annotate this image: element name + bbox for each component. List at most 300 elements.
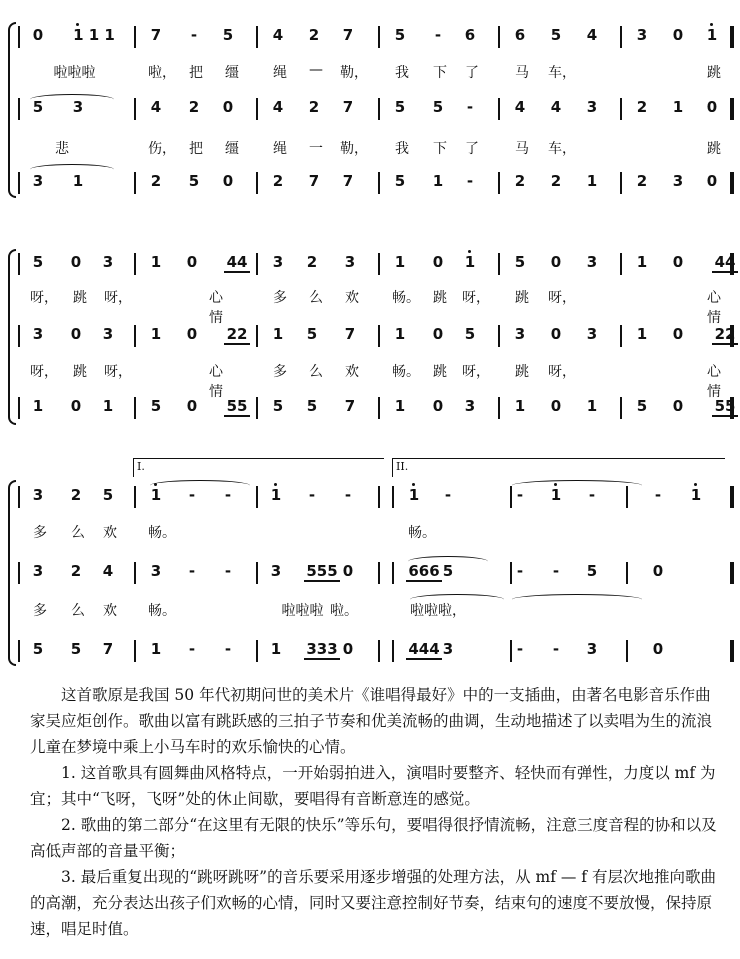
bar-line [18,253,20,275]
bar-line [730,26,734,48]
slur-arc [30,94,114,105]
bar-line [730,172,734,194]
lyric-syllable: 跳 [707,141,721,157]
lyric-syllable: 马 [515,141,529,157]
lyric-row [0,520,740,550]
note-3: 3 [72,98,84,116]
lyric-syllable: 车， [548,65,576,81]
lyric-syllable: 缰 [225,65,239,81]
note-5: 5 [550,26,562,44]
note-7: 7 [342,172,354,190]
note-4: 4 [272,26,284,44]
lyric-row [0,359,740,400]
bar-line [18,26,20,48]
note-: - [188,562,196,580]
note-3: 3 [586,98,598,116]
note-1: 1 [272,325,284,343]
note-5: 5 [394,172,406,190]
note-0: 0 [672,397,684,415]
note-5: 5 [188,172,200,190]
bar-line [134,640,136,662]
note-0: 0 [32,26,44,44]
note-44: 44 [224,253,250,273]
note-0: 0 [672,26,684,44]
lyric-syllable: 勒， [340,65,368,81]
note-5: 5 [32,253,44,271]
note-2: 2 [636,98,648,116]
bar-line [620,397,622,419]
note-7: 7 [344,325,356,343]
note-0: 0 [432,397,444,415]
note-i: 1 [688,486,704,504]
note-1: 1 [394,325,406,343]
paragraph-point-3: 3. 最后重复出现的“跳呀跳呀”的音乐要采用逐步增强的处理方法，从 mf — f 有层次地推向歌曲的高潮，充分表达出孩子们欢畅的心情，同时又要注意控制好节奏，结束句的速度不要放慢，保持原速，唱足时值。 [30,868,716,938]
bar-line [134,98,136,120]
lyric-syllable: 多 [33,525,47,541]
note-3: 3 [442,640,454,658]
lyric-syllable: 呀， [462,290,490,306]
note-i: 1 [268,486,284,504]
lyric-syllable: 么 [309,364,323,380]
lyric-syllable: 缰 [225,141,239,157]
lyric-row [0,60,740,90]
note-: - [434,26,442,44]
lyric-syllable: 么 [71,525,85,541]
note-3: 3 [102,253,114,271]
note-1: 1 [150,640,162,658]
note-5: 5 [442,562,454,580]
note-2: 2 [636,172,648,190]
note-: - [516,562,524,580]
slur-arc [150,480,250,491]
bar-line [256,98,258,120]
lyric-syllable: 把 [189,141,203,157]
note-2: 2 [308,26,320,44]
bar-line [378,172,380,194]
lyric-syllable: 呀， [462,364,490,380]
note-: - [190,26,198,44]
lyric-syllable: 啦啦啦 [53,65,96,81]
bar-line [134,172,136,194]
lyric-syllable: 我 [395,65,409,81]
note-2: 2 [70,562,82,580]
note-0: 0 [222,172,234,190]
note-: - [224,640,232,658]
score-system-1 [0,18,740,203]
lyric-syllable: 畅。 [408,525,436,541]
note-7: 7 [344,397,356,415]
note-55: 55 [224,397,250,417]
lyric-syllable: 伤， [148,141,176,157]
lyric-syllable: 勒， [340,141,368,157]
lyric-syllable: 畅。 [148,603,176,619]
bar-line [620,98,622,120]
notation-row [0,321,740,351]
bar-line [18,98,20,120]
note-5: 5 [32,640,44,658]
lyric-syllable: 了 [465,65,479,81]
lyric-syllable: 悲 [55,141,69,157]
bar-line [730,486,734,508]
note-0: 0 [186,325,198,343]
note-1: 1 [72,172,84,190]
lyric-syllable: 跳 [707,65,721,81]
bar-line [134,26,136,48]
notation-row [0,22,740,52]
volta-2-label: II. [396,460,409,473]
note-5: 5 [70,640,82,658]
lyric-syllable: 啦， [148,65,176,81]
lyric-syllable: 多 [33,603,47,619]
note-1: 1 [150,253,162,271]
lyric-syllable: 跳 [515,290,529,306]
bar-line [378,640,380,662]
bar-line [378,98,380,120]
note-3: 3 [464,397,476,415]
note-0: 0 [550,397,562,415]
bar-line [134,486,136,508]
note-7: 7 [102,640,114,658]
lyric-syllable: 呀， [548,290,576,306]
note-3: 3 [32,562,44,580]
note-5: 5 [514,253,526,271]
bar-line [620,172,622,194]
bar-line [498,397,500,419]
note-1: 1 [150,325,162,343]
note-7: 7 [150,26,162,44]
lyric-syllable: 多 [273,364,287,380]
note-44: 44 [712,253,738,273]
paragraph-point-2: 2. 歌曲的第二部分“在这里有无限的快乐”等乐句，要唱得很抒情流畅，注意三度音程的协和以及高低声部的音量平衡； [30,816,717,860]
note-22: 22 [712,325,738,345]
bar-line [256,253,258,275]
note-2: 2 [306,253,318,271]
note-0: 0 [342,562,354,580]
bar-line [18,562,20,584]
bar-line [18,172,20,194]
note-7: 7 [342,26,354,44]
note-1: 1 [394,397,406,415]
note-0: 0 [432,253,444,271]
volta-first-ending [133,458,384,477]
note-2: 2 [70,486,82,504]
lyric-syllable: 畅。 [392,364,420,380]
bar-line [134,397,136,419]
note-4: 4 [550,98,562,116]
note-i-i-i: 1 1 1 [70,26,118,44]
note-3: 3 [32,486,44,504]
bar-line [256,325,258,347]
bar-line [134,562,136,584]
lyric-syllable: 马 [515,65,529,81]
bar-line [620,325,622,347]
note-: - [588,486,596,504]
note-5: 5 [306,325,318,343]
slur-arc [410,594,504,605]
lyric-syllable: 啦。 [330,603,358,619]
bar-line [620,26,622,48]
note-: - [466,98,474,116]
slur-arc [512,594,642,605]
note-3: 3 [344,253,356,271]
bar-line [134,253,136,275]
note-3: 3 [586,640,598,658]
note-0: 0 [186,397,198,415]
lyric-syllable: 欢 [345,290,359,306]
note-2: 2 [550,172,562,190]
note-: - [188,486,196,504]
lyric-syllable: 呀， [30,364,58,380]
note-6: 6 [514,26,526,44]
lyric-syllable: 车， [548,141,576,157]
note-0: 0 [186,253,198,271]
lyric-syllable: 下 [433,65,447,81]
lyric-syllable: 下 [433,141,447,157]
note-0: 0 [550,325,562,343]
note-: - [516,486,524,504]
note-2: 2 [514,172,526,190]
lyric-syllable: 我 [395,141,409,157]
note-0: 0 [706,98,718,116]
lyric-syllable: 欢 [345,364,359,380]
bar-line [18,397,20,419]
bar-line [730,562,734,584]
note-3: 3 [672,172,684,190]
note-4: 4 [272,98,284,116]
note-3: 3 [32,325,44,343]
bar-line [498,253,500,275]
note-: - [224,486,232,504]
bar-line [18,486,20,508]
bar-line [498,325,500,347]
note-444: 444 [406,640,442,660]
note-0: 0 [672,253,684,271]
note-5: 5 [586,562,598,580]
lyric-syllable: 心情 [209,290,223,326]
bar-line [498,98,500,120]
note-5: 5 [432,98,444,116]
note-22: 22 [224,325,250,345]
bar-line [18,325,20,347]
note-0: 0 [342,640,354,658]
lyric-row [0,285,740,326]
score-system-2 [0,245,740,430]
volta-1-label: I. [137,460,145,473]
note-5: 5 [150,397,162,415]
note-1: 1 [432,172,444,190]
note-2: 2 [308,98,320,116]
notation-row [0,636,740,666]
bar-line [256,172,258,194]
note-4: 4 [102,562,114,580]
lyric-syllable: 了 [465,141,479,157]
bar-line [256,26,258,48]
lyric-syllable: 多 [273,290,287,306]
note-i: 1 [548,486,564,504]
note-555: 555 [304,562,340,582]
note-0: 0 [652,640,664,658]
lyric-syllable: 么 [71,603,85,619]
commentary [30,682,720,942]
bar-line [626,640,628,662]
note-0: 0 [550,253,562,271]
note-i: 1 [704,26,720,44]
bar-line [730,98,734,120]
note-0: 0 [70,253,82,271]
note-3: 3 [636,26,648,44]
note-3: 3 [586,253,598,271]
note-5: 5 [394,26,406,44]
bar-line [498,26,500,48]
lyric-syllable: 跳 [515,364,529,380]
note-4: 4 [514,98,526,116]
note-: - [444,486,452,504]
lyric-syllable: 跳 [433,364,447,380]
note-1: 1 [514,397,526,415]
note-3: 3 [270,562,282,580]
note-666: 666 [406,562,442,582]
bar-line [378,397,380,419]
note-i: 1 [462,253,478,271]
note-1: 1 [270,640,282,658]
note-5: 5 [272,397,284,415]
note-55: 55 [712,397,738,417]
note-: - [344,486,352,504]
note-0: 0 [222,98,234,116]
bar-line [256,486,258,508]
bar-line [378,26,380,48]
bar-line [378,486,380,508]
note-4: 4 [586,26,598,44]
lyric-syllable: 欢 [103,603,117,619]
bar-line [256,640,258,662]
note-2: 2 [188,98,200,116]
lyric-syllable: 跳 [73,290,87,306]
note-1: 1 [394,253,406,271]
note-2: 2 [272,172,284,190]
lyric-syllable: 心情 [209,364,223,400]
lyric-syllable: 呀， [104,290,132,306]
paragraph-point-1: 1. 这首歌具有圆舞曲风格特点，一开始弱拍进入，演唱时要整齐、轻快而有弹性，力度以 mf 为宜；其中“飞呀，飞呀”处的休止间歇，要唱得有音断意连的感觉。 [30,764,716,808]
paragraph-intro: 这首歌原是我国 50 年代初期问世的美术片《谁唱得最好》中的一支插曲，由著名电影音乐作曲家吴应炬创作。歌曲以富有跳跃感的三拍子节奏和优美流畅的曲调，生动地描述了以卖唱为生的流浪儿童在梦境中乘上小马车时的欢乐愉快的心情。 [30,686,713,756]
lyric-syllable: 欢 [103,525,117,541]
note-5: 5 [32,98,44,116]
note-6: 6 [464,26,476,44]
bar-line [730,640,734,662]
bar-line [18,640,20,662]
note-1: 1 [636,325,648,343]
lyric-syllable: 把 [189,65,203,81]
note-5: 5 [222,26,234,44]
note-3: 3 [150,562,162,580]
lyric-syllable: 啦啦啦， [410,603,466,619]
note-7: 7 [342,98,354,116]
note-i: 1 [148,486,164,504]
note-3: 3 [514,325,526,343]
notation-row [0,249,740,279]
lyric-syllable: 一 [309,141,323,157]
lyric-syllable: 啦啦啦 [281,603,324,619]
note-1: 1 [102,397,114,415]
note-: - [308,486,316,504]
lyric-syllable: 跳 [73,364,87,380]
lyric-syllable: 呀， [548,364,576,380]
note-0: 0 [672,325,684,343]
slur-arc [512,480,642,491]
bar-line [626,562,628,584]
slur-arc [30,164,114,175]
note-333: 333 [304,640,340,660]
bar-line [378,562,380,584]
note-i: 1 [406,486,422,504]
note-1: 1 [32,397,44,415]
slur-arc [408,556,488,567]
lyric-syllable: 呀， [104,364,132,380]
bar-line [498,172,500,194]
bar-line [392,486,394,508]
note-3: 3 [102,325,114,343]
bar-line [392,640,394,662]
note-4: 4 [150,98,162,116]
note-3: 3 [272,253,284,271]
lyric-syllable: 跳 [433,290,447,306]
note-1: 1 [636,253,648,271]
note-0: 0 [70,397,82,415]
bar-line [134,325,136,347]
note-0: 0 [70,325,82,343]
note-5: 5 [306,397,318,415]
bar-line [378,253,380,275]
lyric-syllable: — [309,62,323,78]
note-: - [224,562,232,580]
note-1: 1 [672,98,684,116]
note-0: 0 [652,562,664,580]
note-5: 5 [464,325,476,343]
note-1: 1 [586,397,598,415]
note-5: 5 [102,486,114,504]
note-0: 0 [432,325,444,343]
note-0: 0 [706,172,718,190]
score-system-3 [0,458,740,670]
lyric-syllable: 呀， [30,290,58,306]
bar-line [256,562,258,584]
note-3: 3 [586,325,598,343]
note-5: 5 [394,98,406,116]
lyric-syllable: 心情 [707,290,721,326]
lyric-syllable: 绳 [273,65,287,81]
note-5: 5 [636,397,648,415]
note-3: 3 [32,172,44,190]
note-1: 1 [586,172,598,190]
bar-line [620,253,622,275]
bar-line [256,397,258,419]
lyric-syllable: 畅。 [148,525,176,541]
note-: - [654,486,662,504]
notation-row [0,393,740,423]
note-: - [552,640,560,658]
lyric-row [0,136,740,166]
note-: - [466,172,474,190]
volta-second-ending [392,458,725,477]
lyric-syllable: 心情 [707,364,721,400]
note-: - [188,640,196,658]
note-: - [552,562,560,580]
bar-line [392,562,394,584]
lyric-syllable: 畅。 [392,290,420,306]
notation-row [0,558,740,588]
lyric-syllable: 么 [309,290,323,306]
bar-line [378,325,380,347]
